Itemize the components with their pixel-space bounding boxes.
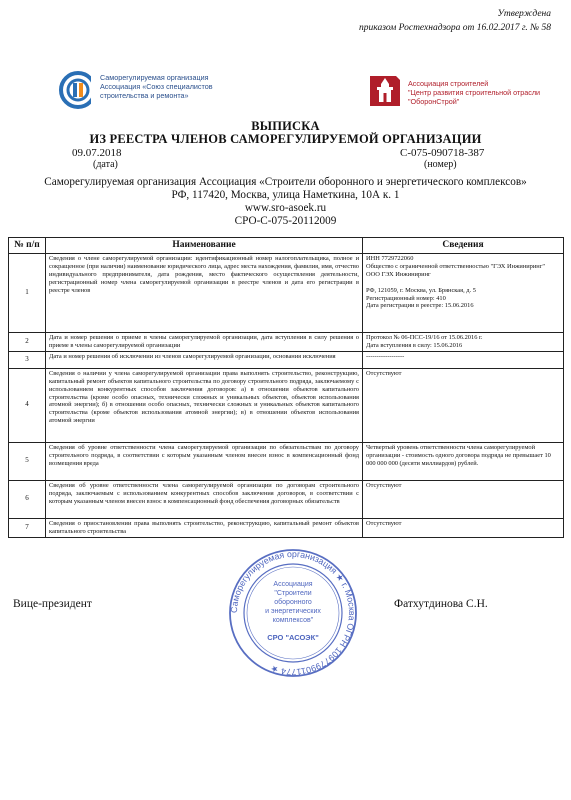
row-info [363,254,564,333]
union-logo-text [100,73,213,100]
table-row [9,254,564,333]
row-number: 4 [9,368,46,442]
row-info [363,518,564,537]
seal-inner-line-3: оборонного [274,599,312,606]
oboronstroy-logo-text [408,79,540,106]
row-info [363,351,564,368]
row-info [363,442,564,480]
info-line: ИНН 7729722060 [366,255,414,262]
signatory-name: Фатхутдинова С.Н. [394,598,488,610]
info-line: ------------------ [366,352,405,360]
sro-union-logo [58,70,268,110]
kremlin-tower-icon [366,72,404,110]
seal-outer-text: Саморегулируемая организация ★ г. Москва ОГРН 1097799011774 ★ [228,548,358,678]
extract-date: 09.07.2018 [72,147,122,159]
row-name: Сведения о наличии у члена саморегулируемой организации права выполнять строительство, реконструкцию, капитальный ремонт объектов капитального строительства по договору строительного подряда, заключаемому с использованием конкурентных способов заключения договоров: а) в отношении объектов капитального строительства (кроме особо опасных, технически сложных и уникальных объектов, объектов использования атомной энергии); б) в отношении особо опасных, технически сложных и уникальных объектов капитального строительства (кроме объектов использования атомной энергии); в) в отношении объектов использования атомной энергии [46,368,363,442]
union-logo-line-2: Ассоциация «Союз специалистов [100,82,213,91]
seal-inner-line-1: Ассоциация [273,581,313,588]
oboronstroy-line-2: "Центр развития строительной отрасли [408,88,541,97]
row-info [363,368,564,442]
union-logo-line-1: Саморегулируемая организация [100,73,209,82]
column-header-number: № п/п [9,238,46,254]
info-line: Отсутствуют [366,481,402,489]
document-title: ВЫПИСКА [251,119,320,133]
document-subtitle: ИЗ РЕЕСТРА ЧЛЕНОВ САМОРЕГУЛИРУЕМОЙ ОРГАНИЗАЦИИ [89,132,482,146]
row-name: Сведения об уровне ответственности члена саморегулируемой организации по договорам строительного подряда, заключаемым с использованием конкурентных способов заключения договоров, в соответствии с которым указанным членом внесен взнос в компенсационный фонд обеспечения договорных обязательств [46,480,363,518]
seal-inner-line-2: "Строители [274,590,312,597]
table-header-row [9,238,564,254]
row-number: 1 [9,254,46,333]
extract-date-label: (дата) [93,159,118,170]
row-number: 3 [9,351,46,368]
seal-inner-line-4: и энергетических [265,608,321,615]
row-number: 6 [9,480,46,518]
seal-center-text: СРО "АСОЭК" [267,633,319,642]
row-number: 2 [9,333,46,352]
table-row [9,518,564,537]
column-header-info: Сведения [363,238,564,254]
row-name: Сведения о члене саморегулируемой организации: идентификационный номер налогоплательщика, полное и сокращенное (при наличии) наименование юридического лица, адрес места нахождения, фамилия, имя, отчество индивидуального предпринимателя, дата рождения, место фактического осуществления деятельности, регистрационный номер члена саморегулируемой организации в реестре членов и дата его регистрации в реестре членов [46,254,363,333]
table-row [9,368,564,442]
info-spacer [366,279,560,287]
row-name: Дата и номер решения о приеме в члены саморегулируемой организации, дата вступления в силу решения о приеме в члены саморегулируемой организации [46,333,363,352]
table-row [9,351,564,368]
org-address: РФ, 117420, Москва, улица Наметкина, 10А к. 1 [171,189,400,201]
approval-note [359,7,551,35]
row-number: 5 [9,442,46,480]
info-line: Регистрационный номер: 410 [366,294,446,302]
extract-number-label: (номер) [424,159,457,170]
row-number: 7 [9,518,46,537]
org-name: Саморегулируемая организация Ассоциация «Строители оборонного и энергетического комплексов» [44,176,527,188]
info-line: Четвертый уровень ответственности члена саморегулируемой организации - стоимость одного договора подряда не превышает 10 000 000 000 (десяти миллиардов) рублей. [366,443,551,467]
seal-stamp-icon [228,548,358,678]
union-logo-icon [58,70,98,110]
column-header-name: Наименование [46,238,363,254]
table-row [9,480,564,518]
oboronstroy-line-1: Ассоциация строителей [408,79,489,88]
info-line: Дата регистрации в реестре: 15.06.2016 [366,302,474,310]
oboronstroy-logo [366,72,546,112]
oboronstroy-line-3: "ОборонСтрой" [408,97,460,106]
info-line: Протокол № 06-ПСС-19/16 от 15.06.2016 г. [366,334,483,341]
approval-line-2: приказом Ростехнадзора от 16.02.2017 г. № 58 [359,23,551,33]
row-info [363,333,564,352]
union-logo-line-3: строительства и ремонта» [100,91,189,100]
info-line: Отсутствуют [366,519,402,527]
table-row [9,333,564,352]
signatory-title: Вице-президент [13,598,92,610]
row-info [363,480,564,518]
org-website: www.sro-asoek.ru [244,202,327,214]
table-row [9,442,564,480]
seal-inner-line-5: комплексов" [272,617,314,624]
approval-line-1: Утверждена [497,9,551,19]
registry-table [8,237,564,538]
info-line: Дата вступления в силу: 15.06.2016 [366,341,463,349]
org-registry-number: СРО-С-075-20112009 [234,215,337,227]
row-name: Сведения об уровне ответственности члена саморегулируемой организации по обязательствам по договору строительного подряда, в соответствии с которым указанным членом внесен взнос в компенсационный фонд возмещения вреда [46,442,363,480]
row-name: Сведения о приостановлении права выполнять строительство, реконструкцию, капитальный ремонт объектов капитального строительства [46,518,363,537]
extract-number: С-075-090718-387 [400,147,485,159]
info-line: Общество с ограниченной ответственностью "ГЭХ Инжиниринг" [366,262,545,270]
info-line: РФ, 121059, г. Москва, ул. Брянская, д. 5 [366,286,476,294]
info-line: ООО ГЭХ Инжиниринг [366,270,431,278]
row-name: Дата и номер решения об исключении из членов саморегулируемой организации, основания исключения [46,351,363,368]
info-line: Отсутствуют [366,369,402,377]
